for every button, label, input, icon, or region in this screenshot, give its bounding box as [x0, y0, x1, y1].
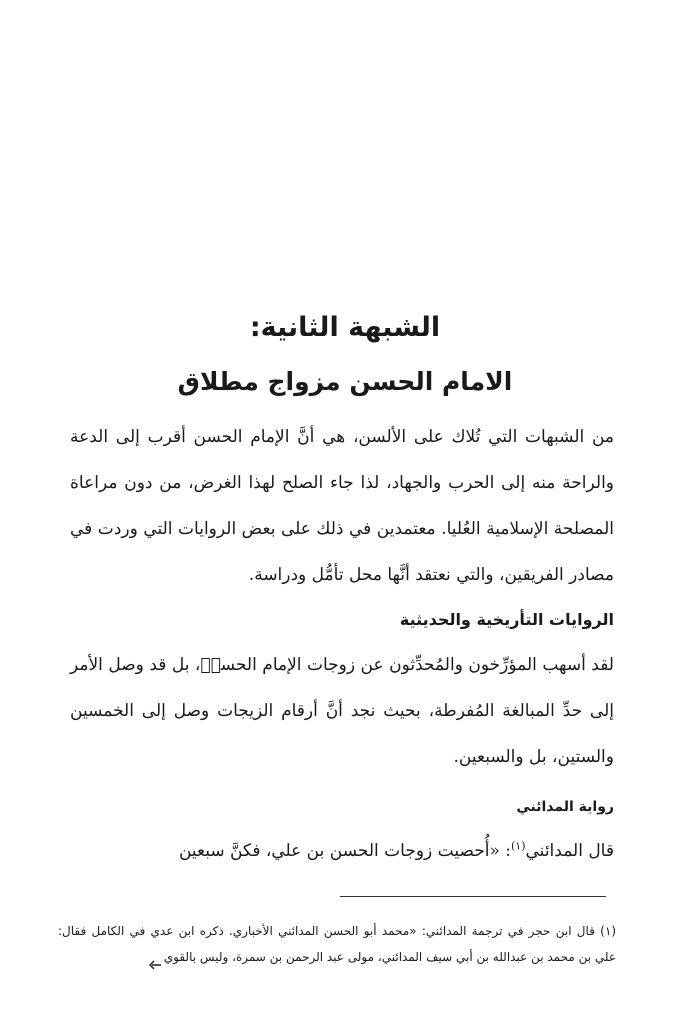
section-heading: الشبهة الثانية: [249, 312, 441, 343]
madaini-text-end: : «أُحصيت زوجات الحسن بن علي، فكنَّ سبعين [178, 841, 511, 861]
subheading-narrations: الروايات التأريخية والحديثية [399, 610, 614, 629]
footnote-divider [340, 896, 606, 897]
footnote-text: (١) قال ابن حجر في ترجمة المدائني: «محمد أبو الحسن المدائني الأخباري. ذكره ابن عدي في الكامل فقال: علي بن محمد بن عبدالله بن أبي سيف المدائني، مولى عبد الرحمن بن سمرة، وليس بالقوي [58, 924, 616, 964]
narrations-paragraph: لقد أسهب المؤرِّخون والمُحدِّثون عن زوجات الإمام الحسنؑ، بل قد وصل الأمر إلى حدِّ المبالغة المُفرطة، بحيث نجد أنَّ أرقام الزيجات وصل إلى الخمسين والستين، بل والسبعين. [70, 655, 614, 767]
intro-paragraph: من الشبهات التي تُلاك على الألسن، هي أنَّ الإمام الحسن أقرب إلى الدعة والراحة منه إلى الحرب والجهاد، لذا جاء الصلح لهذا الغرض، من دون مراعاة المصلحة الإسلامية العُليا. معتمدين في ذلك على بعض الروايات التي وردت في مصادر الفريقين، والتي نعتقد أنَّها محل تأمُّل ودراسة. [70, 427, 614, 585]
footnote-reference[interactable]: (١) [511, 839, 526, 853]
continue-arrow-icon [148, 953, 162, 963]
footnote [58, 918, 616, 970]
subheading-madaini: رواية المدائني [516, 799, 614, 815]
page-title: الامام الحسن مزواج مطلاق [177, 367, 513, 396]
madaini-paragraph [70, 828, 614, 874]
madaini-text-start: قال المدائني [525, 841, 614, 861]
